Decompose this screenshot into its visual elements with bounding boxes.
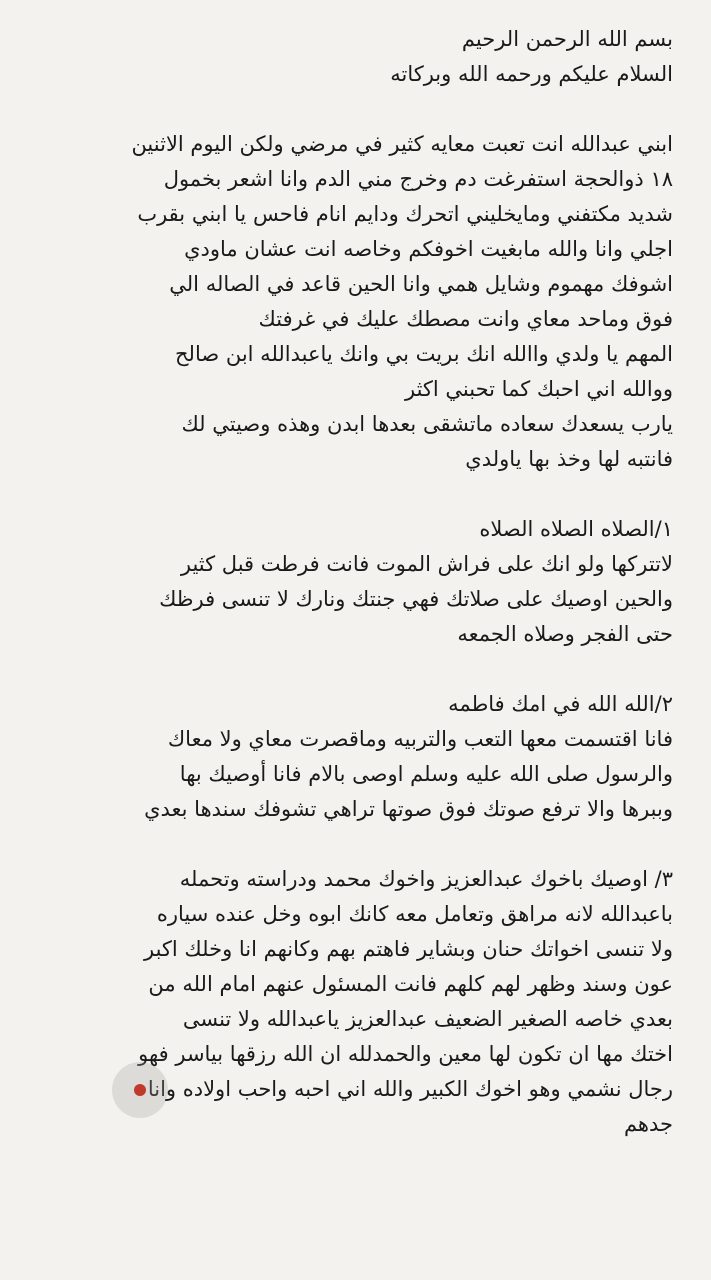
note-line: بعدي خاصه الصغير الضعيف عبدالعزيز ياعبدالله ولا تنسى bbox=[182, 1007, 673, 1031]
note-line: ١٨ ذوالحجة استفرغت دم وخرج مني الدم وانا اشعر بخمول bbox=[163, 167, 673, 191]
note-line: فوق وماحد معاي وانت مصطك عليك في غرفتك bbox=[258, 307, 673, 331]
note-text bbox=[42, 22, 673, 1142]
note-line: والرسول صلى الله عليه وسلم اوصى بالام فانا أوصيك بها bbox=[179, 762, 673, 786]
note-line: رجال نشمي وهو اخوك الكبير والله اني احبه واحب اولاده وانا bbox=[147, 1077, 673, 1101]
note-line: ووالله اني احبك كما تحبني اكثر bbox=[404, 377, 673, 401]
paragraph-gap bbox=[42, 652, 673, 687]
note-line: فانتبه لها وخذ بها ياولدي bbox=[465, 447, 673, 471]
note-line: والحين اوصيك على صلاتك فهي جنتك ونارك لا تنسى فرظك bbox=[159, 587, 673, 611]
note-line: جدهم bbox=[623, 1112, 673, 1136]
note-line: السلام عليكم ورحمه الله وبركاته bbox=[390, 62, 673, 86]
note-line: اجلي وانا والله مابغيت اخوفكم وخاصه انت عشان ماودي bbox=[184, 237, 673, 261]
note-line: ابني عبدالله انت تعبت معايه كثير في مرضي ولكن اليوم الاثنين bbox=[131, 132, 673, 156]
note-line: ٣/ اوصيك باخوك عبدالعزيز واخوك محمد ودراسته وتحمله bbox=[179, 867, 673, 891]
note-line: وببرها والا ترفع صوتك فوق صوتها تراهي تشوفك سندها بعدي bbox=[144, 797, 673, 821]
note-line: شديد مكتفني ومايخليني اتحرك ودايم انام فاحس يا ابني بقرب bbox=[137, 202, 673, 226]
note-line: حتى الفجر وصلاه الجمعه bbox=[457, 622, 673, 646]
note-line: فانا اقتسمت معها التعب والتربيه وماقصرت معاي ولا معاك bbox=[167, 727, 673, 751]
note-line: باعبدالله لانه مراهق وتعامل معه كانك ابوه وخل عنده سياره bbox=[156, 902, 673, 926]
paragraph-gap bbox=[42, 92, 673, 127]
paragraph-gap bbox=[42, 827, 673, 862]
note-line: ولا تنسى اخواتك حنان وبشاير فاهتم بهم وكانهم انا وخلك اكبر bbox=[144, 937, 673, 961]
note-line: المهم يا ولدي واالله انك بريت بي وانك ياعبدالله ابن صالح bbox=[174, 342, 673, 366]
watermark-logo bbox=[112, 1062, 168, 1118]
note-line: عون وسند وظهر لهم كلهم فانت المسئول عنهم امام الله من bbox=[148, 972, 673, 996]
paragraph-gap bbox=[42, 477, 673, 512]
note-line: لاتتركها ولو انك على فراش الموت فانت فرطت قبل كثير bbox=[180, 552, 673, 576]
note-line: اشوفك مهموم وشايل همي وانا الحين قاعد في الصاله الي bbox=[169, 272, 673, 296]
note-line: يارب يسعدك سعاده ماتشقى بعدها ابدن وهذه وصيتي لك bbox=[181, 412, 673, 436]
note-line: بسم الله الرحمن الرحيم bbox=[461, 27, 673, 51]
note-line: اختك مها ان تكون لها معين والحمدلله ان الله رزقها بياسر فهو bbox=[138, 1042, 673, 1066]
note-line: ١/الصلاه الصلاه الصلاه bbox=[479, 517, 673, 541]
note-line: ٢/الله الله في امك فاطمه bbox=[448, 692, 673, 716]
